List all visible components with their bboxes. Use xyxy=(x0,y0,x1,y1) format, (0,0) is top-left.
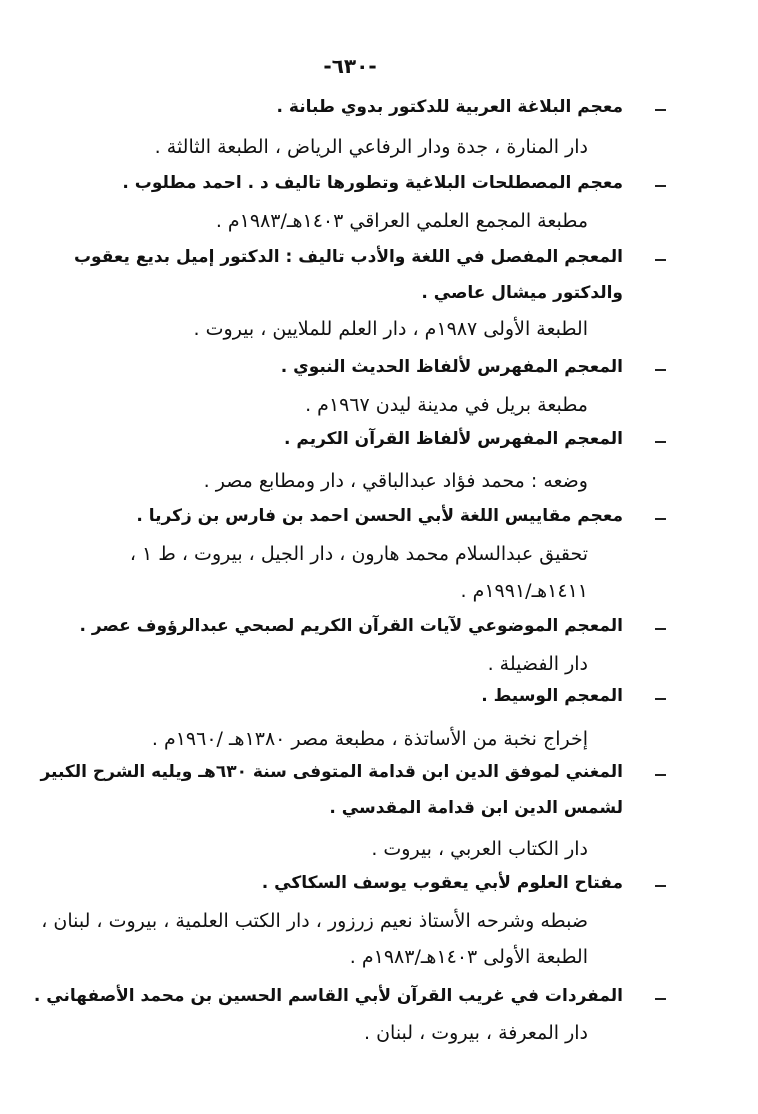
entry-title: المعجم المفهرس لألفاظ القرآن الكريم . xyxy=(284,429,623,449)
entry-title: المعجم الموضوعي لآيات القرآن الكريم لصبحي عبدالرؤوف عصر . xyxy=(79,616,623,636)
entry-publication-details: الطبعة الأولى ١٩٨٧م ، دار العلم للملايين ، بيروت . xyxy=(193,318,588,340)
entry-publication-details: ١٤١١هـ/١٩٩١م . xyxy=(460,580,588,602)
entry-bullet-dash xyxy=(655,885,666,887)
entry-title: المعجم الوسيط . xyxy=(481,686,623,706)
entry-bullet-dash xyxy=(655,259,666,261)
entry-publication-details: مطبعة المجمع العلمي العراقي ١٤٠٣هـ/١٩٨٣م . xyxy=(215,210,588,232)
entry-title: معجم المصطلحات البلاغية وتطورها تاليف د . احمد مطلوب . xyxy=(122,173,623,193)
entry-publication-details: ضبطه وشرحه الأستاذ نعيم زرزور ، دار الكتب العلمية ، بيروت ، لبنان ، xyxy=(41,910,588,932)
entry-publication-details: تحقيق عبدالسلام محمد هارون ، دار الجيل ، بيروت ، ط ١ ، xyxy=(129,543,588,565)
entry-publication-details: دار المعرفة ، بيروت ، لبنان . xyxy=(364,1022,588,1044)
entry-publication-details: دار المنارة ، جدة ودار الرفاعي الرياض ، الطبعة الثالثة . xyxy=(154,136,588,158)
entry-publication-details: مطبعة بريل في مدينة ليدن ١٩٦٧م . xyxy=(305,394,588,416)
entry-title: المعجم المفهرس لألفاظ الحديث النبوي . xyxy=(280,357,623,377)
entry-bullet-dash xyxy=(655,109,666,111)
entry-title: المغني لموفق الدين ابن قدامة المتوفى سنة ٦٣٠هـ ويليه الشرح الكبير xyxy=(40,762,623,782)
entry-publication-details: دار الفضيلة . xyxy=(487,653,588,675)
entry-bullet-dash xyxy=(655,518,666,520)
entry-title: المفردات في غريب القرآن لأبي القاسم الحسين بن محمد الأصفهاني . xyxy=(33,986,623,1006)
entry-bullet-dash xyxy=(655,998,666,1000)
entry-bullet-dash xyxy=(655,369,666,371)
entry-title: المعجم المفصل في اللغة والأدب تاليف : الدكتور إميل بديع يعقوب xyxy=(73,247,623,267)
entry-bullet-dash xyxy=(655,698,666,700)
entry-title: مفتاح العلوم لأبي يعقوب يوسف السكاكي . xyxy=(261,873,623,893)
entry-title: معجم مقاييس اللغة لأبي الحسن احمد بن فارس بن زكريا . xyxy=(136,506,623,526)
entry-title: معجم البلاغة العربية للدكتور بدوي طبانة . xyxy=(276,97,623,117)
entry-title: لشمس الدين ابن قدامة المقدسي . xyxy=(329,798,623,818)
entry-bullet-dash xyxy=(655,441,666,443)
entry-bullet-dash xyxy=(655,774,666,776)
entry-publication-details: وضعه : محمد فؤاد عبدالباقي ، دار ومطابع مصر . xyxy=(203,470,588,492)
entry-bullet-dash xyxy=(655,185,666,187)
entry-publication-details: إخراج نخبة من الأساتذة ، مطبعة مصر ١٣٨٠هـ /١٩٦٠م . xyxy=(151,728,588,750)
entry-publication-details: الطبعة الأولى ١٤٠٣هـ/١٩٨٣م . xyxy=(349,946,588,968)
entry-publication-details: دار الكتاب العربي ، بيروت . xyxy=(371,838,588,860)
entry-bullet-dash xyxy=(655,628,666,630)
page-number: -٦٣٠- xyxy=(323,54,377,78)
entry-title: والدكتور ميشال عاصي . xyxy=(421,283,623,303)
